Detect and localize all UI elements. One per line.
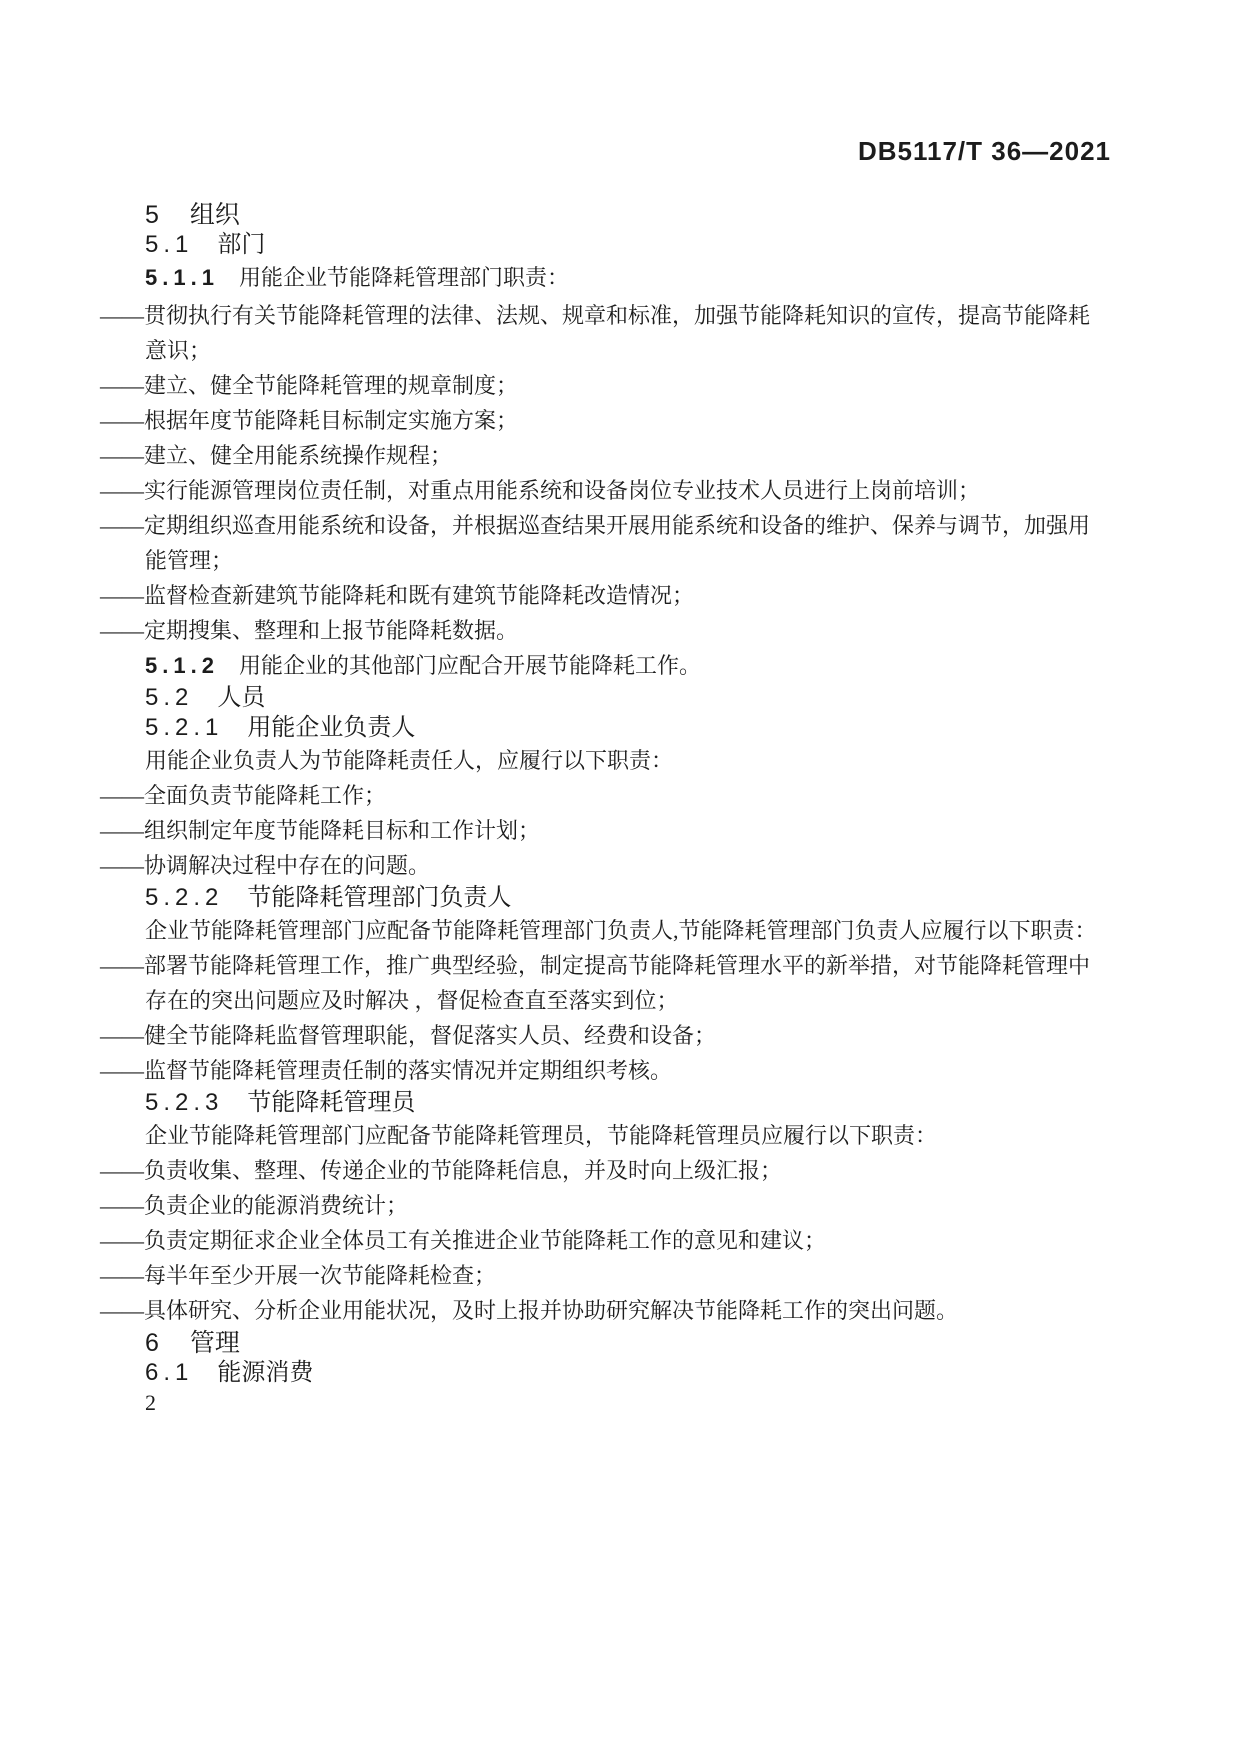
heading-5-2-3-title: 节能降耗管理员: [247, 1089, 416, 1116]
clause-5-1-1-text: 用能企业节能降耗管理部门职责：: [238, 265, 569, 290]
heading-6-number: 6: [145, 1329, 164, 1357]
dash-list-5-2-1: [100, 778, 1155, 883]
heading-5-2-personnel: [145, 683, 1155, 713]
dash-item: ——监督节能降耗管理责任制的落实情况并定期组织考核。: [100, 1058, 673, 1083]
heading-5-2-title: 人员: [217, 684, 266, 711]
dash-list-5-2-3: [100, 1153, 1155, 1328]
heading-5-1-departments: [145, 230, 1155, 260]
dash-item: ——每半年至少开展一次节能降耗检查；: [100, 1263, 497, 1288]
heading-5-1-number: 5.1: [145, 231, 194, 258]
dash-item: ——贯彻执行有关节能降耗管理的法律、法规、规章和标准，加强节能降耗知识的宣传，提高节能降耗意识；: [100, 303, 1091, 363]
heading-6-1-title: 能源消费: [217, 1359, 314, 1386]
dash-item: ——具体研究、分析企业用能状况，及时上报并协助研究解决节能降耗工作的突出问题。: [100, 1298, 959, 1323]
dash-item: ——根据年度节能降耗目标制定实施方案；: [100, 408, 519, 433]
heading-5-organization: [145, 200, 1155, 230]
clause-5-1-2-text: 用能企业的其他部门应配合开展节能降耗工作。: [238, 653, 701, 678]
standard-number-header: DB5117/T 36—2021: [857, 136, 1111, 166]
dash-list-5-2-2: [100, 948, 1155, 1088]
heading-5-2-3-energy-admin: [145, 1088, 1155, 1118]
paragraph-5-2-2: 企业节能降耗管理部门应配备节能降耗管理部门负责人,节能降耗管理部门负责人应履行以下职责：: [145, 918, 1097, 943]
clause-5-1-2: [145, 648, 1155, 683]
page-number: 2: [145, 1390, 156, 1415]
heading-5-2-3-number: 5.2.3: [145, 1089, 224, 1116]
dash-item: ——建立、健全节能降耗管理的规章制度；: [100, 373, 519, 398]
heading-5-1-title: 部门: [217, 231, 266, 258]
heading-5-2-2-number: 5.2.2: [145, 884, 224, 911]
dash-item: ——定期组织巡查用能系统和设备，并根据巡查结果开展用能系统和设备的维护、保养与调节，加强用能管理；: [100, 513, 1091, 573]
dash-item: ——实行能源管理岗位责任制，对重点用能系统和设备岗位专业技术人员进行上岗前培训；: [100, 478, 981, 503]
dash-item: ——部署节能降耗管理工作，推广典型经验，制定提高节能降耗管理水平的新举措，对节能降耗管理中存在的突出问题应及时解决 ，督促检查直至落实到位；: [100, 953, 1091, 1013]
dash-item: ——负责收集、整理、传递企业的节能降耗信息，并及时向上级汇报；: [100, 1158, 783, 1183]
clause-5-1-1: [145, 260, 1155, 295]
heading-5-2-1-number: 5.2.1: [145, 714, 224, 741]
page-content: [100, 200, 1155, 1418]
dash-item: ——协调解决过程中存在的问题。: [100, 853, 431, 878]
dash-item: ——监督检查新建筑节能降耗和既有建筑节能降耗改造情况；: [100, 583, 695, 608]
dash-item: ——负责企业的能源消费统计；: [100, 1193, 409, 1218]
heading-6-management: [145, 1328, 1155, 1358]
heading-5-number: 5: [145, 201, 164, 229]
heading-6-title: 管理: [189, 1329, 240, 1357]
dash-item: ——全面负责节能降耗工作；: [100, 783, 387, 808]
clause-5-1-2-number: 5.1.2: [145, 653, 219, 678]
heading-5-2-number: 5.2: [145, 684, 194, 711]
dash-item: ——建立、健全用能系统操作规程；: [100, 443, 453, 468]
heading-5-2-2-management-dept-head: [145, 883, 1155, 913]
dash-item: ——组织制定年度节能降耗目标和工作计划；: [100, 818, 541, 843]
heading-6-1-number: 6.1: [145, 1359, 194, 1386]
dash-item: ——负责定期征求企业全体员工有关推进企业节能降耗工作的意见和建议；: [100, 1228, 827, 1253]
paragraph-5-2-1: 用能企业负责人为节能降耗责任人，应履行以下职责：: [145, 748, 674, 773]
dash-list-5-1-1: [100, 298, 1155, 648]
heading-5-title: 组织: [189, 201, 240, 229]
clause-5-1-1-number: 5.1.1: [145, 265, 219, 290]
heading-6-1-energy-consumption: [145, 1358, 1155, 1388]
heading-5-2-1-energy-enterprise-head: [145, 713, 1155, 743]
paragraph-5-2-3: 企业节能降耗管理部门应配备节能降耗管理员，节能降耗管理员应履行以下职责：: [145, 1123, 938, 1148]
dash-item: ——健全节能降耗监督管理职能，督促落实人员、经费和设备；: [100, 1023, 717, 1048]
heading-5-2-1-title: 用能企业负责人: [247, 714, 416, 741]
dash-item: ——定期搜集、整理和上报节能降耗数据。: [100, 618, 519, 643]
heading-5-2-2-title: 节能降耗管理部门负责人: [247, 884, 512, 911]
